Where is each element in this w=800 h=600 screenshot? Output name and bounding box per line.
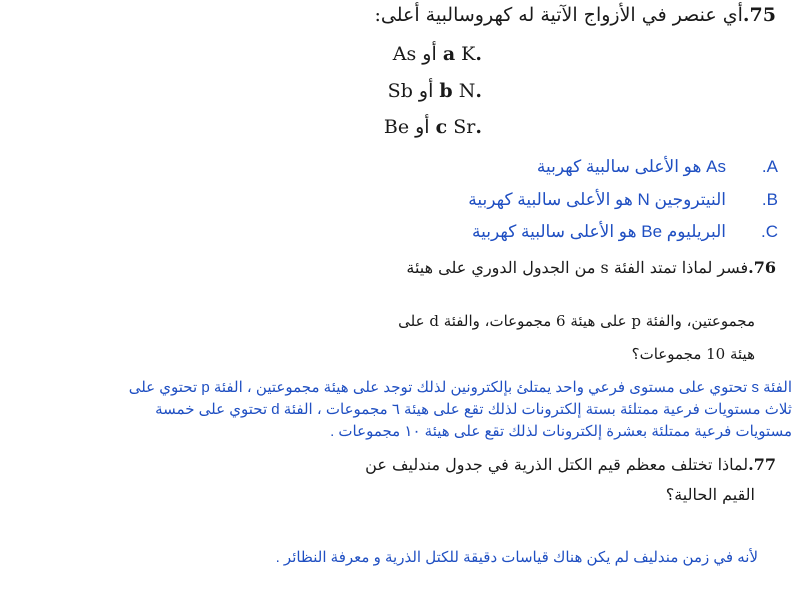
option-a: [393, 43, 482, 65]
option-letter: .a: [442, 43, 482, 65]
answer-76-line-1: الفئة s تحتوي على مستوى فرعي واحد يمتلئ بإلكترونين لذلك توجد على هيئة مجموعتين ، الفئة p تحتوي على: [128, 379, 792, 396]
question-76-line-3: هيئة 10 مجموعات؟: [631, 345, 755, 363]
option-c: [384, 116, 482, 138]
option-text: K أو As: [392, 43, 476, 65]
answer-76-line-3: مستويات فرعية ممتلئة بعشرة إلكترونات لذلك تقع على هيئة ١٠ مجموعات .: [330, 423, 792, 440]
option-letter: .c: [435, 116, 482, 138]
answer-c: [472, 222, 778, 242]
answer-77: لأنه في زمن مندليف لم يكن هناك قياسات دقيقة للكتل الذرية و معرفة النظائر .: [275, 549, 758, 566]
answer-a: [537, 157, 778, 177]
question-77-line-2: القيم الحالية؟: [665, 485, 755, 504]
option-text: Sr أو Be: [383, 116, 476, 138]
question-text: أي عنصر في الأزواج الآتية له كهروسالبية أعلى:: [374, 4, 743, 26]
option-b: [388, 80, 482, 102]
answer-b: [468, 190, 778, 210]
answer-76-line-2: ثلاث مستويات فرعية ممتلئة بستة إلكترونات لذلك تقع على هيئة ٦ مجموعات ، الفئة d تحتوي على خمسة: [155, 401, 792, 418]
answer-text: As هو الأعلى سالبية كهربية: [536, 157, 726, 176]
option-letter: .b: [439, 80, 482, 102]
answer-label: A.: [761, 157, 778, 176]
question-number: 77.: [748, 455, 776, 474]
question-text: لماذا تختلف معظم قيم الكتل الذرية في جدول مندليف عن: [365, 455, 749, 474]
question-text: فسر لماذا تمتد الفئة s من الجدول الدوري على هيئة: [406, 258, 749, 277]
answer-text: النيتروجين N هو الأعلى سالبية كهربية: [468, 190, 726, 209]
answer-label: C.: [760, 222, 778, 241]
question-number: 75.: [742, 4, 776, 26]
question-77-heading: [365, 455, 776, 474]
option-text: N أو Sb: [387, 80, 476, 102]
question-76-heading: [406, 258, 776, 277]
question-75-heading: [374, 4, 776, 26]
answer-text: البريليوم Be هو الأعلى سالبية كهربية: [472, 222, 726, 241]
question-76-line-2: مجموعتين، والفئة p على هيئة 6 مجموعات، والفئة d على: [398, 312, 755, 330]
question-number: 76.: [748, 258, 776, 277]
answer-label: B.: [761, 190, 778, 209]
